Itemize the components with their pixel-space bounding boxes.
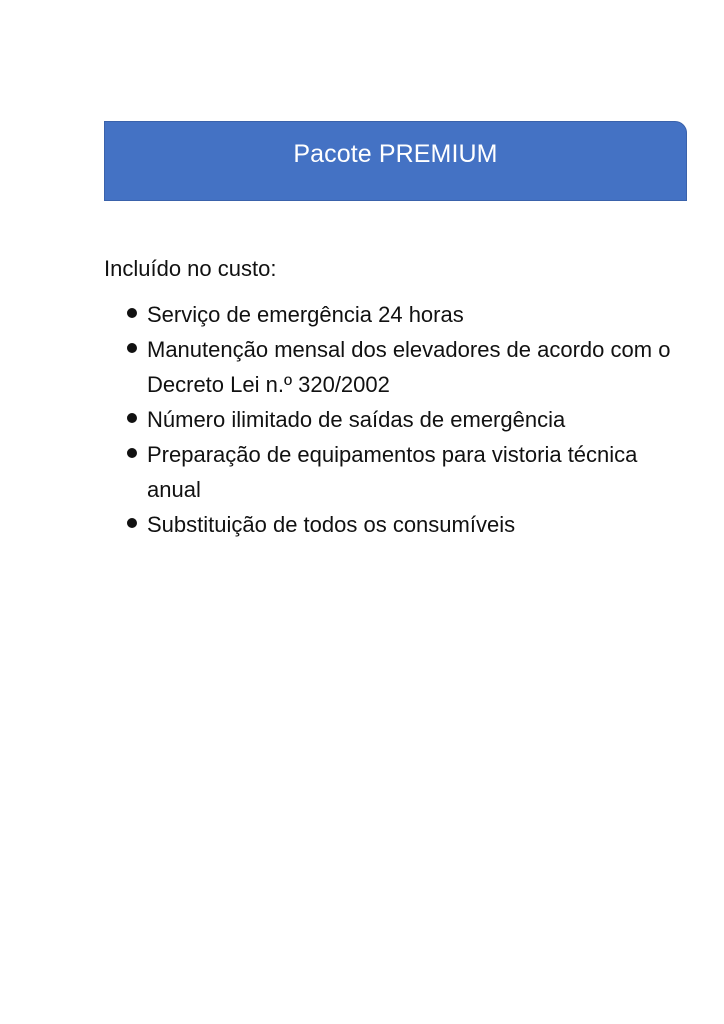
included-items-list bbox=[104, 297, 684, 542]
bullet-icon bbox=[127, 308, 137, 318]
bullet-icon bbox=[127, 518, 137, 528]
list-item-text: Serviço de emergência 24 horas bbox=[147, 302, 464, 327]
page-title: Pacote PREMIUM bbox=[293, 140, 498, 168]
included-label: Incluído no custo: bbox=[104, 256, 277, 281]
list-item bbox=[104, 437, 684, 507]
list-item-text: Preparação de equipamentos para vistoria técnica anual bbox=[147, 442, 638, 502]
bullet-icon bbox=[127, 343, 137, 353]
list-item bbox=[104, 297, 684, 332]
list-item bbox=[104, 332, 684, 402]
header-banner bbox=[104, 121, 687, 201]
list-item bbox=[104, 507, 684, 542]
list-item bbox=[104, 402, 684, 437]
list-item-text: Substituição de todos os consumíveis bbox=[147, 512, 516, 537]
bullet-icon bbox=[127, 413, 137, 423]
list-item-text: Número ilimitado de saídas de emergência bbox=[147, 407, 566, 432]
bullet-icon bbox=[127, 448, 137, 458]
list-item-text: Manutenção mensal dos elevadores de acordo com o Decreto Lei n.º 320/2002 bbox=[147, 337, 671, 397]
